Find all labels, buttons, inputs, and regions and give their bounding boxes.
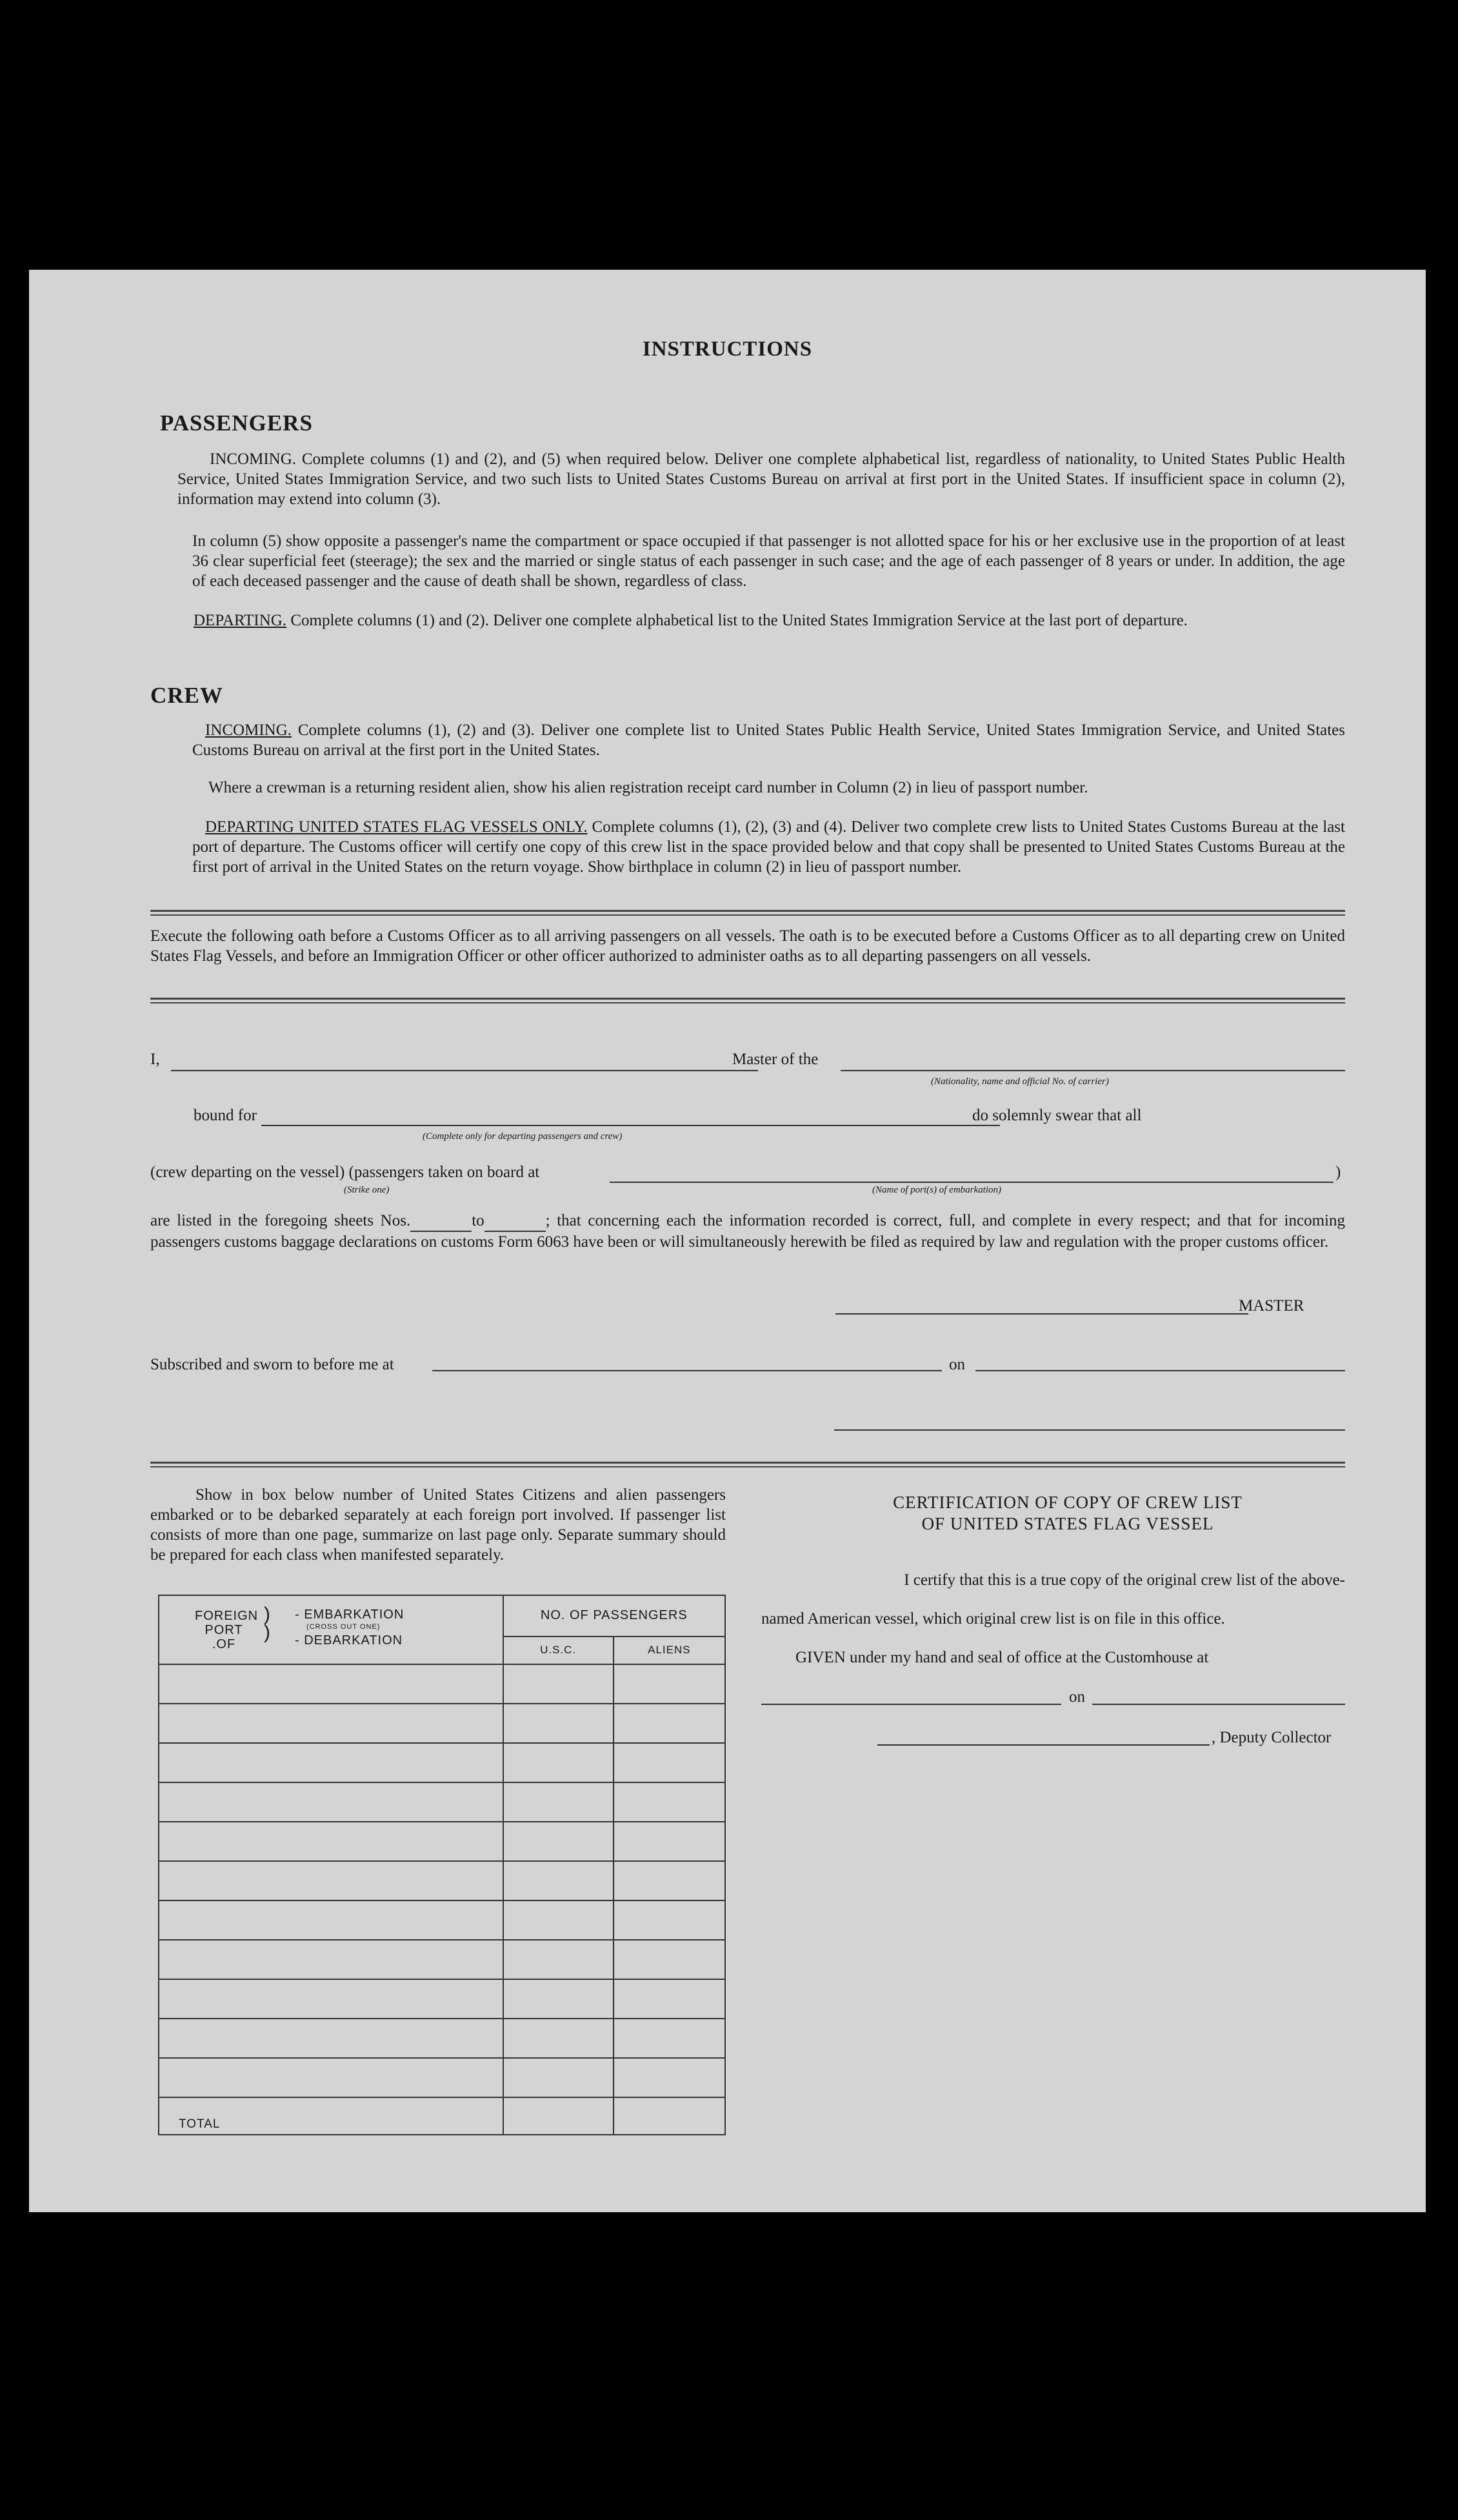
usc-cell[interactable] xyxy=(503,2019,614,2058)
no-of-passengers-header: NO. OF PASSENGERS xyxy=(503,1595,725,1637)
port-cell[interactable] xyxy=(159,1979,503,2019)
table-row xyxy=(159,1664,725,1704)
port-cell[interactable] xyxy=(159,1664,503,1704)
sheets-text-b: ; that concerning each the information recorded is correct, full, and complete in every respect; and that for incoming passengers customs baggage declarations on customs Form 6063 have been or will simultaneously herewith be filed as required by law and regulation with the proper customs officer. xyxy=(150,1212,1345,1251)
sheets-paragraph xyxy=(150,1211,1345,1252)
foreign-port-of-label: FOREIGN PORT .OF xyxy=(195,1609,259,1651)
total-usc-cell[interactable] xyxy=(503,2097,614,2135)
table-body xyxy=(159,1664,725,2097)
aliens-cell[interactable] xyxy=(614,1900,725,1940)
divider xyxy=(150,998,1345,1003)
port-cell[interactable] xyxy=(159,1782,503,1822)
crew-departing-text: Complete columns (1), (2), (3) and (4). Deliver two complete crew lists to United States Customs Bureau at the last port of departure. The Customs officer will certify one copy of this crew list in the space provided below and that copy shall be presented to United States Customs Bureau at the first port of arrival in the United States on the return voyage. Show birthplace in column (2) in lieu of passport number. xyxy=(192,818,1345,876)
port-embarkation-line[interactable] xyxy=(610,1182,1333,1183)
deputy-collector-label: , Deputy Collector xyxy=(1212,1729,1332,1746)
table-row xyxy=(159,1822,725,1861)
crew-heading: CREW xyxy=(150,683,223,708)
usc-cell[interactable] xyxy=(503,1782,614,1822)
usc-cell[interactable] xyxy=(503,1664,614,1704)
crew-departing-text: (crew departing on the vessel) (passengers taken on board at xyxy=(150,1164,540,1181)
passengers-column5-paragraph: In column (5) show opposite a passenger's name the compartment or space occupied if that passenger is not allotted space for his or her exclusive use in the proportion of at least 36 clear superficial feet (steerage); the sex and the married or single status of each passenger in such case; and the age of each passenger of 8 years or under. In addition, the age of each deceased passenger and the cause of death shall be shown, regardless of class. xyxy=(192,532,1345,590)
sheets-to: to xyxy=(472,1212,484,1229)
divider xyxy=(150,910,1345,916)
usc-cell[interactable] xyxy=(503,1979,614,2019)
bound-for-label: bound for xyxy=(194,1107,257,1124)
crew-returning-paragraph: Where a crewman is a returning resident alien, show his alien registration receipt card number in Column (2) in lieu of passport number. xyxy=(208,779,1088,796)
oath-i: I, xyxy=(150,1051,160,1068)
total-aliens-cell[interactable] xyxy=(614,2097,725,2135)
port-cell[interactable] xyxy=(159,1861,503,1900)
certification-title-1: CERTIFICATION OF COPY OF CREW LIST xyxy=(893,1493,1243,1512)
summary-instructions: Show in box below number of United States Citizens and alien passengers embarked or to be debarked separately at each foreign port involved. If passenger list consists of more than one page, summarize on last page only. Separate summary should be prepared for each class when manifested separately. xyxy=(150,1486,726,1564)
brace: ) ) xyxy=(264,1604,270,1643)
passengers-incoming-paragraph xyxy=(177,449,1345,509)
sworn-on-label: on xyxy=(949,1356,965,1373)
usc-cell[interactable] xyxy=(503,1900,614,1940)
table-row xyxy=(159,2058,725,2097)
carrier-line[interactable] xyxy=(841,1070,1345,1071)
certification-title-2: OF UNITED STATES FLAG VESSEL xyxy=(921,1514,1214,1533)
port-caption: (Name of port(s) of embarkation) xyxy=(872,1185,1001,1195)
aliens-cell[interactable] xyxy=(614,2058,725,2097)
master-label: MASTER xyxy=(1239,1297,1304,1315)
crew-departing-label: DEPARTING UNITED STATES FLAG VESSELS ONLY. xyxy=(205,818,588,836)
sheet-to-line[interactable] xyxy=(484,1211,546,1232)
nationality-caption: (Nationality, name and official No. of carrier) xyxy=(931,1076,1109,1087)
certify-text: I certify that this is a true copy of the original crew list of the above- xyxy=(904,1571,1345,1589)
cert-on-label: on xyxy=(1069,1688,1085,1706)
table-row xyxy=(159,2019,725,2058)
usc-cell[interactable] xyxy=(503,1822,614,1861)
port-cell[interactable] xyxy=(159,1822,503,1861)
passengers-incoming-label: INCOMING. xyxy=(210,450,297,468)
usc-header: U.S.C. xyxy=(503,1637,614,1664)
master-signature-line[interactable] xyxy=(835,1313,1248,1315)
port-cell[interactable] xyxy=(159,1743,503,1782)
passengers-incoming-text: Complete columns (1) and (2), and (5) when required below. Deliver one complete alphabetical list, regardless of nationality, to United States Public Health Service, United States Immigration Service, and two such lists to United States Customs Bureau on arrival at first port in the United States. If insufficient space in column (2), information may extend into column (3). xyxy=(177,450,1345,508)
passengers-heading: PASSENGERS xyxy=(160,410,313,436)
table-row xyxy=(159,1940,725,1979)
master-name-line[interactable] xyxy=(171,1070,758,1071)
oath-intro: Execute the following oath before a Customs Officer as to all arriving passengers on all vessels. The oath is to be executed before a Customs Officer as to all departing crew on United States Flag Vessels, and before an Immigration Officer or other officer authorized to administer oaths as to all departing passengers on all vessels. xyxy=(150,927,1345,965)
form-page xyxy=(29,270,1426,2212)
port-cell[interactable] xyxy=(159,1704,503,1743)
aliens-cell[interactable] xyxy=(614,1822,725,1861)
port-header-cell xyxy=(159,1595,503,1664)
passengers-departing-paragraph xyxy=(177,610,1345,630)
table-row xyxy=(159,1704,725,1743)
total-label: TOTAL xyxy=(159,2097,503,2135)
subscribed-label: Subscribed and sworn to before me at xyxy=(150,1356,394,1373)
port-cell[interactable] xyxy=(159,2019,503,2058)
sworn-place-line[interactable] xyxy=(432,1370,942,1371)
passengers-departing-label: DEPARTING. xyxy=(194,612,287,629)
usc-cell[interactable] xyxy=(503,1743,614,1782)
sheet-from-line[interactable] xyxy=(410,1211,472,1232)
named-text: named American vessel, which original crew list is on file in this office. xyxy=(761,1610,1225,1628)
officer-signature-line[interactable] xyxy=(834,1429,1345,1431)
total-row xyxy=(159,2097,725,2135)
aliens-header: ALIENS xyxy=(614,1637,725,1664)
usc-cell[interactable] xyxy=(503,2058,614,2097)
sheets-text-a: are listed in the foregoing sheets Nos. xyxy=(150,1212,411,1229)
cert-date-line[interactable] xyxy=(1092,1704,1345,1705)
master-of-the-label: Master of the xyxy=(732,1051,819,1068)
aliens-cell[interactable] xyxy=(614,1979,725,2019)
strike-one-caption: (Strike one) xyxy=(344,1185,390,1195)
embarkation-label: - EMBARKATION xyxy=(295,1608,404,1622)
passenger-summary-table xyxy=(158,1595,726,2135)
crew-incoming-label: INCOMING. xyxy=(205,721,292,739)
aliens-cell[interactable] xyxy=(614,1704,725,1743)
table-row xyxy=(159,1900,725,1940)
bound-caption: (Complete only for departing passengers and crew) xyxy=(423,1131,623,1142)
aliens-cell[interactable] xyxy=(614,1664,725,1704)
port-cell[interactable] xyxy=(159,1940,503,1979)
page-title: INSTRUCTIONS xyxy=(642,338,813,361)
cross-out-label: (CROSS OUT ONE) xyxy=(306,1623,381,1631)
passengers-departing-text: Complete columns (1) and (2). Deliver one complete alphabetical list to the United States Immigration Service at the last port of departure. xyxy=(290,612,1188,629)
usc-cell[interactable] xyxy=(503,1940,614,1979)
table-row xyxy=(159,1782,725,1822)
usc-cell[interactable] xyxy=(503,1704,614,1743)
given-text: GIVEN under my hand and seal of office at the Customhouse at xyxy=(795,1649,1209,1666)
swear-text: do solemnly swear that all xyxy=(972,1107,1142,1124)
aliens-cell[interactable] xyxy=(614,1861,725,1900)
port-cell[interactable] xyxy=(159,2058,503,2097)
divider xyxy=(150,1462,1345,1467)
sworn-date-line[interactable] xyxy=(975,1370,1345,1371)
crew-incoming-text: Complete columns (1), (2) and (3). Deliver one complete list to United States Public Health Service, United States Immigration Service, and United States Customs Bureau on arrival at the first port in the United States. xyxy=(192,721,1346,759)
bound-for-line[interactable] xyxy=(261,1125,1000,1126)
aliens-cell[interactable] xyxy=(614,2019,725,2058)
port-cell[interactable] xyxy=(159,1900,503,1940)
aliens-cell[interactable] xyxy=(614,1743,725,1782)
crew-incoming-paragraph xyxy=(192,720,1345,760)
aliens-cell[interactable] xyxy=(614,1782,725,1822)
close-paren: ) xyxy=(1335,1164,1341,1181)
deputy-signature-line[interactable] xyxy=(877,1744,1210,1746)
usc-cell[interactable] xyxy=(503,1861,614,1900)
customhouse-line[interactable] xyxy=(761,1704,1061,1705)
aliens-cell[interactable] xyxy=(614,1940,725,1979)
table-row xyxy=(159,1861,725,1900)
crew-departing-paragraph xyxy=(192,817,1345,877)
debarkation-label: - DEBARKATION xyxy=(295,1633,403,1648)
table-row xyxy=(159,1979,725,2019)
table-row xyxy=(159,1743,725,1782)
